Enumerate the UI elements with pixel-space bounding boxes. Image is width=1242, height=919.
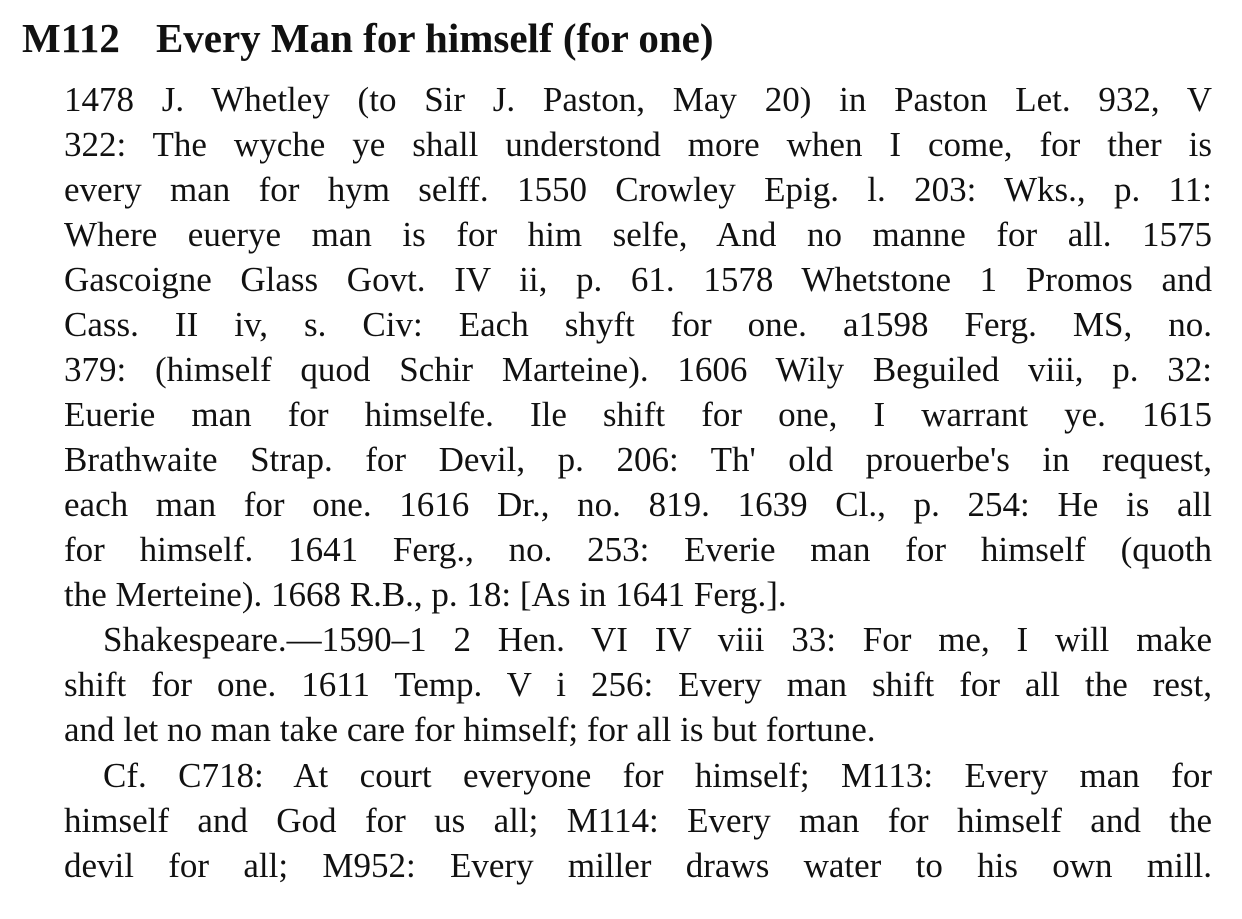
text-line: 322: The wyche ye shall understond more when I come, for ther is (64, 125, 1212, 164)
entry-id: M112 (22, 15, 120, 61)
text-line: Gascoigne Glass Govt. IV ii, p. 61. 1578 Whetstone 1 Promos and (64, 260, 1212, 299)
text-line: and let no man take care for himself; for all is but fortune. (64, 710, 876, 749)
entry-heading (22, 10, 714, 66)
text-line: for himself. 1641 Ferg., no. 253: Everie man for himself (quoth (64, 530, 1212, 569)
text-line: Where euerye man is for him selfe, And no manne for all. 1575 (64, 215, 1212, 254)
text-line: 379: (himself quod Schir Marteine). 1606 Wily Beguiled viii, p. 32: (64, 350, 1212, 389)
text-line: Cass. II iv, s. Civ: Each shyft for one. a1598 Ferg. MS, no. (64, 305, 1212, 344)
text-line: shift for one. 1611 Temp. V i 256: Every man shift for all the rest, (64, 665, 1212, 704)
text-line: each man for one. 1616 Dr., no. 819. 1639 Cl., p. 254: He is all (64, 485, 1212, 524)
text-line: Brathwaite Strap. for Devil, p. 206: Th' old prouerbe's in request, (64, 440, 1212, 479)
text-line: Cf. C718: At court everyone for himself; M113: Every man for (103, 756, 1212, 795)
text-line: Euerie man for himselfe. Ile shift for one, I warrant ye. 1615 (64, 395, 1212, 434)
text-line: every man for hym selff. 1550 Crowley Epig. l. 203: Wks., p. 11: (64, 170, 1212, 209)
text-line: himself and God for us all; M114: Every man for himself and the (64, 801, 1212, 840)
text-line: the Merteine). 1668 R.B., p. 18: [As in 1641 Ferg.]. (64, 575, 787, 614)
text-line: 1478 J. Whetley (to Sir J. Paston, May 20) in Paston Let. 932, V (64, 80, 1212, 119)
entry-title: Every Man for himself (for one) (155, 15, 714, 61)
text-line: Shakespeare.—1590–1 2 Hen. VI IV viii 33: For me, I will make (103, 620, 1212, 659)
text-line: devil for all; M952: Every miller draws water to his own mill. (64, 846, 1212, 885)
